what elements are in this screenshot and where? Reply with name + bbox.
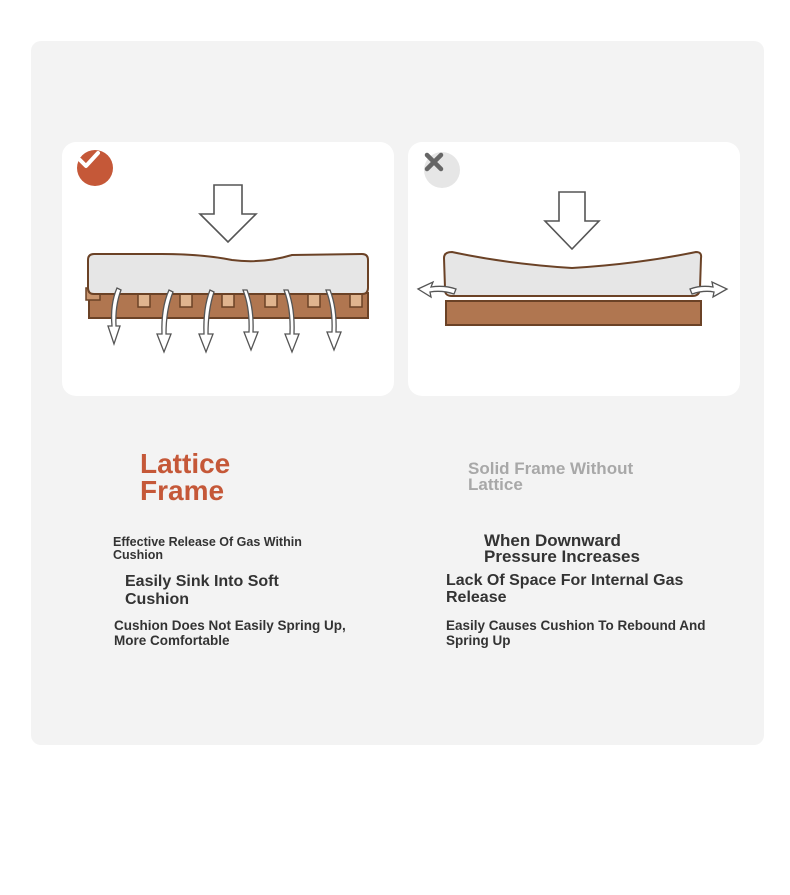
lattice-line-1: Effective Release Of Gas Within Cushion — [113, 535, 302, 562]
solid-frame-illustration — [408, 142, 740, 396]
solid-frame-card — [408, 142, 740, 396]
down-arrow-icon — [545, 192, 599, 249]
cross-icon — [424, 152, 444, 172]
solid-line-3: Easily Causes Cushion To Rebound And Spring Up — [446, 618, 706, 649]
lattice-line-3: Cushion Does Not Easily Spring Up, More Comfortable — [114, 618, 346, 649]
check-icon — [77, 150, 101, 170]
solid-line-1: When Downward Pressure Increases — [484, 531, 640, 566]
solid-frame-title: Solid Frame Without Lattice — [468, 459, 634, 495]
cross-badge — [424, 152, 460, 188]
lattice-frame-card — [62, 142, 394, 396]
down-arrow-icon — [200, 185, 256, 242]
lattice-frame-title: Lattice Frame — [140, 448, 231, 506]
cushion-shape — [88, 254, 368, 294]
check-badge — [77, 150, 113, 186]
lattice-line-2: Easily Sink Into Soft Cushion — [125, 573, 279, 608]
lattice-frame-illustration — [62, 142, 394, 396]
solid-line-2: Lack Of Space For Internal Gas Release — [446, 572, 684, 606]
cushion-shape — [444, 252, 701, 296]
